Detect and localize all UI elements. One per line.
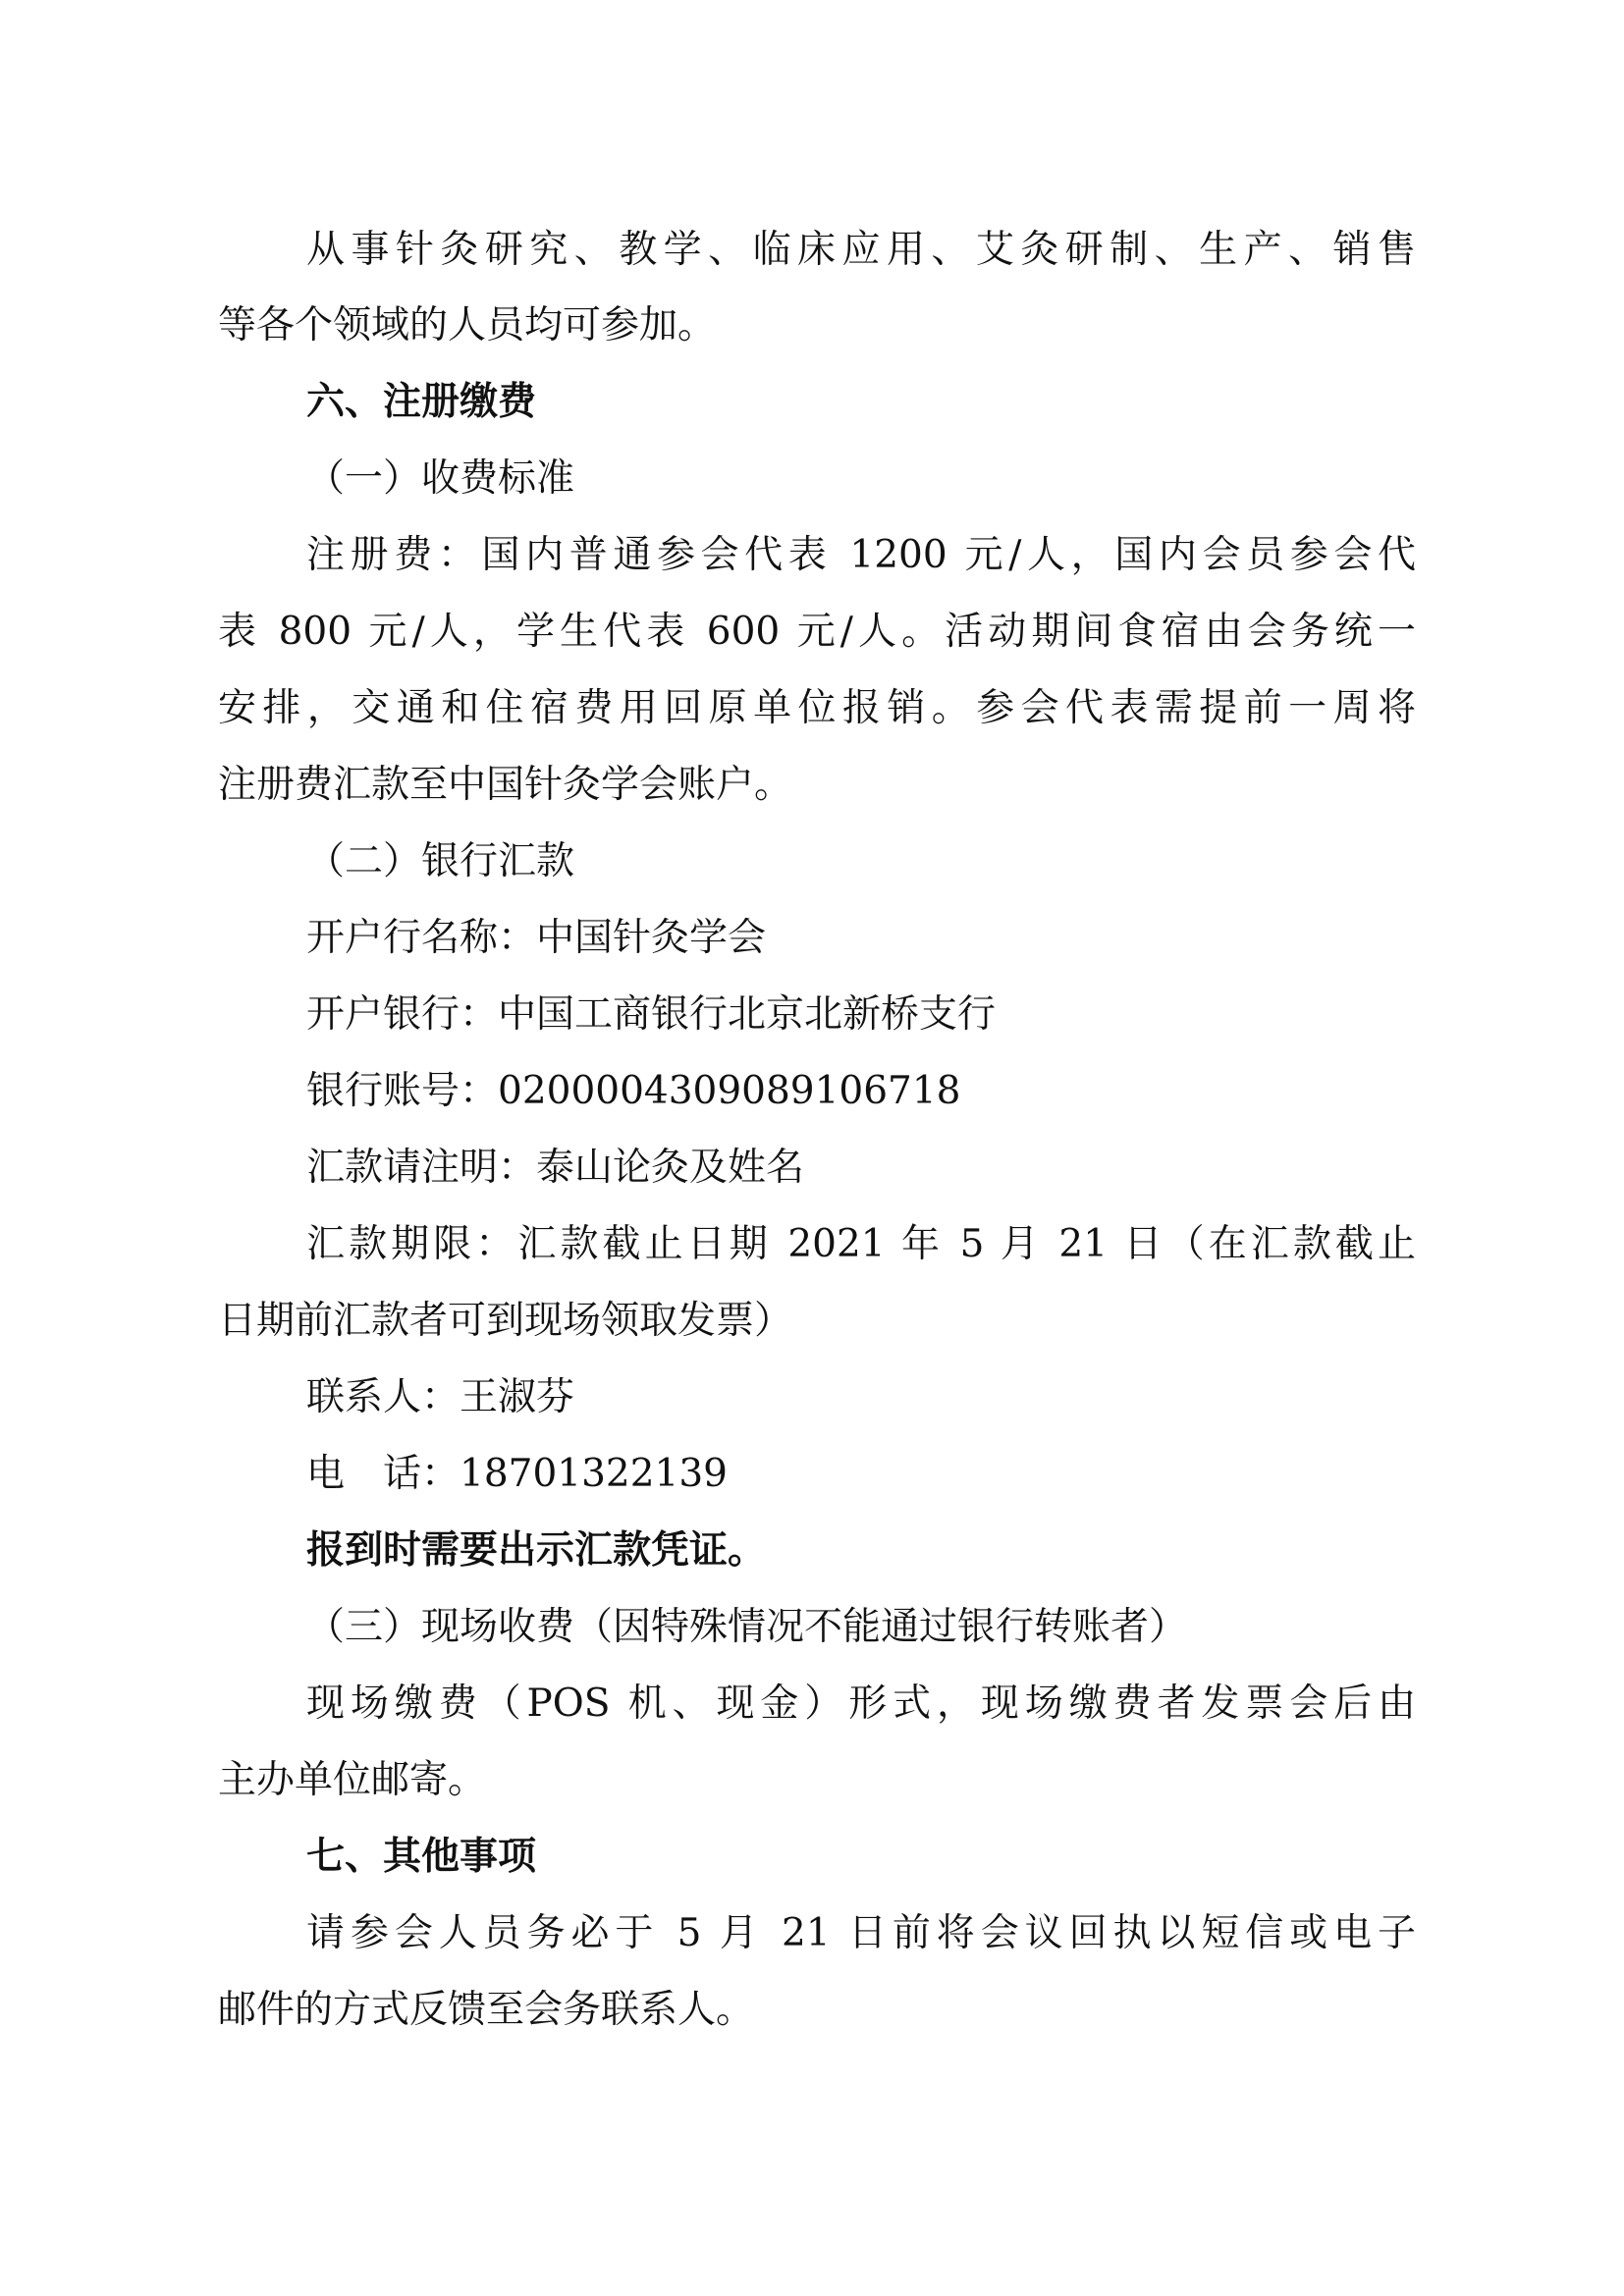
other-matters-line-1: 请参会人员务必于 5 月 21 日前将会议回执以短信或电子 (306, 1911, 1416, 1955)
other-matters-line-2: 邮件的方式反馈至会务联系人。 (218, 1988, 755, 2032)
contact-person: 联系人：王淑芬 (306, 1375, 575, 1419)
fee-paragraph-line-2: 表 800 元/人，学生代表 600 元/人。活动期间食宿由会务统一 (218, 610, 1416, 654)
section-heading-other-matters: 七、其他事项 (306, 1835, 537, 1879)
fee-paragraph-line-4: 注册费汇款至中国针灸学会账户。 (218, 763, 793, 807)
subsection-title-onsite-payment: （三）现场收费（因特殊情况不能通过银行转账者） (306, 1605, 1188, 1649)
remittance-voucher-notice: 报到时需要出示汇款凭证。 (306, 1528, 767, 1573)
contact-phone: 电 话：18701322139 (306, 1452, 728, 1496)
paragraph-participants-line-1: 从事针灸研究、教学、临床应用、艾灸研制、生产、销售 (306, 228, 1416, 272)
bank-account-name: 开户行名称：中国针灸学会 (306, 916, 767, 960)
fee-paragraph-line-3: 安排，交通和住宿费用回原单位报销。参会代表需提前一周将 (218, 686, 1416, 730)
fee-paragraph-line-1: 注册费：国内普通参会代表 1200 元/人，国内会员参会代 (306, 533, 1416, 577)
onsite-paragraph-line-2: 主办单位邮寄。 (218, 1758, 487, 1802)
subsection-title-fee-standard: （一）收费标准 (306, 456, 575, 501)
subsection-title-bank-transfer: （二）银行汇款 (306, 839, 575, 883)
paragraph-participants-line-2: 等各个领域的人员均可参加。 (218, 303, 717, 347)
transfer-remark: 汇款请注明：泰山论灸及姓名 (306, 1146, 805, 1190)
transfer-deadline-line-2: 日期前汇款者可到现场领取发票） (218, 1299, 793, 1343)
onsite-paragraph-line-1: 现场缴费（POS 机、现金）形式，现场缴费者发票会后由 (306, 1682, 1416, 1726)
bank-account-number: 银行账号：0200004309089106718 (306, 1069, 961, 1113)
section-heading-registration: 六、注册缴费 (306, 380, 537, 424)
transfer-deadline-line-1: 汇款期限：汇款截止日期 2021 年 5 月 21 日（在汇款截止 (306, 1222, 1416, 1266)
bank-name: 开户银行：中国工商银行北京北新桥支行 (306, 992, 997, 1037)
